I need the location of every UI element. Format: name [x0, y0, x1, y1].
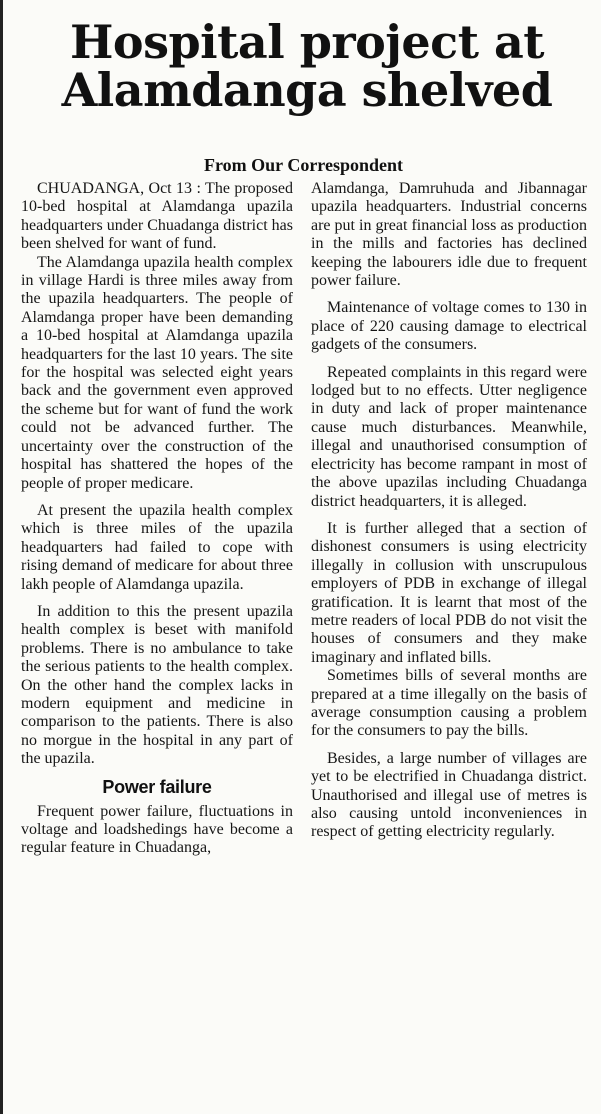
article-column-right [311, 180, 587, 842]
paragraph-complaints: Repeated complaints in this regard were lodged but to no effects. Utter negligence in duty and lack of proper maintenance cause much disturbances. Meanwhile, illegal and unauthorised consumption of electricity has become rampant in most of the above upazilas including Chuadanga district headquarters, it is alleged. [311, 363, 587, 510]
paragraph-health-complex: The Alamdanga upazila health complex in village Hardi is three miles away from the upazila headquarters. The people of Alamdanga proper have been demanding a 10-bed hospital at Alamdanga upazila headquarters for the last 10 years. The site for the hospital was selected eight years back and the government even approved the scheme but for want of fund the work could not be advanced further. The uncertainty over the construction of the hospital has shattered the hopes of the people of proper medicare. [21, 253, 293, 492]
paragraph-continued: Alamdanga, Damruhuda and Jibannagar upazila headquarters. Industrial concerns are put in great financial loss as production in the mills and factories has declined keeping the labourers idle due to frequent power failure. [311, 180, 587, 290]
paragraph-power-failure: Frequent power failure, fluctuations in voltage and loadshedings have become a regular feature in Chuadanga, [21, 802, 293, 857]
paragraph-voltage: Maintenance of voltage comes to 130 in place of 220 causing damage to electrical gadgets of the consumers. [311, 299, 587, 354]
paragraph-dateline: CHUADANGA, Oct 13 : The proposed 10-bed hospital at Alamdanga upazila headquarters under Chuadanga district has been shelved for want of fund. [21, 180, 293, 253]
paragraph-electrification: Besides, a large number of villages are yet to be electrified in Chuadanga district. Unauthorised and illegal use of metres is also causing untold inconveniences in respect of getting electricity regularly. [311, 749, 587, 841]
paragraph-dishonest-consumers: It is further alleged that a section of dishonest consumers is using electricity illegally in collusion with unscrupulous employers of PDB in exchange of illegal gratification. It is learnt that most of the metre readers of local PDB do not visit the houses of consumers and they make imaginary and inflated bills. [311, 519, 587, 666]
subheading-power-failure: Power failure [102, 776, 212, 797]
paragraph-present-status: At present the upazila health complex which is three miles of the upazila headquarters had failed to cope with rising demand of medicare for about three lakh people of Alamdanga upazila. [21, 501, 293, 593]
byline: From Our Correspondent [203, 155, 403, 175]
paragraph-problems: In addition to this the present upazila health complex is beset with manifold problems. There is no ambulance to take the serious patients to the health complex. On the other hand the complex lacks in modern equipment and medicine in comparison to the patients. There is also no morgue in the hospital in any part of the upazila. [21, 602, 293, 768]
paragraph-bills: Sometimes bills of several months are prepared at a time illegally on the basis of average consumption causing a problem for the consumers to pay the bills. [311, 667, 587, 740]
article-column-left [21, 180, 293, 858]
headline: Hospital project at Alamdanga shelved [61, 15, 553, 117]
